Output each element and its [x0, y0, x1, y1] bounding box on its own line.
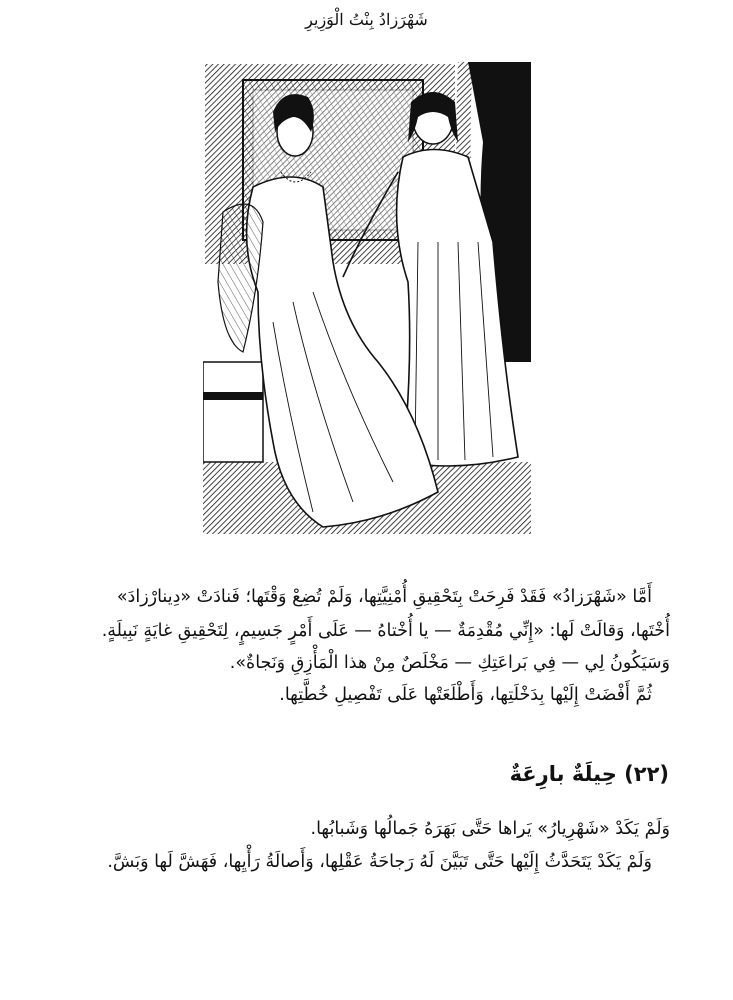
paragraph-line: وَلَمْ يَكَدْ يَتَحَدَّثُ إِلَيْها حَتَّى تَبَيَّنَ لَهُ رَجاحَةُ عَقْلِها، وَأَصالَةُ رَأْيِها، فَهَشَّ لَها وَبَشَّ.	[107, 852, 652, 872]
illustration-two-women	[203, 62, 531, 534]
paragraph-line: أَمَّا «شَهْرَزادُ» فَقَدْ فَرِحَتْ بِتَحْقِيقِ أُمْنِيَّتِها، وَلَمْ تُضِعْ وَقْتَها؛ فَنادَتْ «دِينارْزادَ»	[116, 587, 652, 607]
section-heading: (٢٢) حِيلَةٌ بارِعَةٌ	[509, 762, 669, 786]
section-1-text	[50, 584, 670, 734]
paragraph-line: ثُمَّ أَفْضَتْ إِلَيْها بِدَخْلَتِها، وَأَطْلَعَتْها عَلَى تَفْصِيلِ خُطَّتِها.	[279, 685, 652, 705]
paragraph-line: وَلَمْ يَكَدْ «شَهْرِيارُ» يَراها حَتَّى بَهَرَهُ جَمالُها وَشَبابُها.	[310, 819, 670, 839]
section-2-text	[50, 816, 670, 896]
paragraph-line: أُخْتَها، وَقالَتْ لَها: «إِنِّي مُقْدِمَةٌ — يا أُخْتاهُ — عَلَى أَمْرٍ جَسِيمٍ، لِتَحْقِيقِ غايَةٍ نَبِيلَةٍ.	[101, 621, 670, 641]
page-title: شَهْرَزادُ بِنْتُ الْوَزِيرِ	[305, 10, 428, 29]
paragraph-line: وَسَيَكُونُ لِي — فِي بَراعَتِكِ — مَخْلَصٌ مِنْ هذا الْمَأْزِقِ وَنَجاةٌ».	[229, 653, 670, 673]
